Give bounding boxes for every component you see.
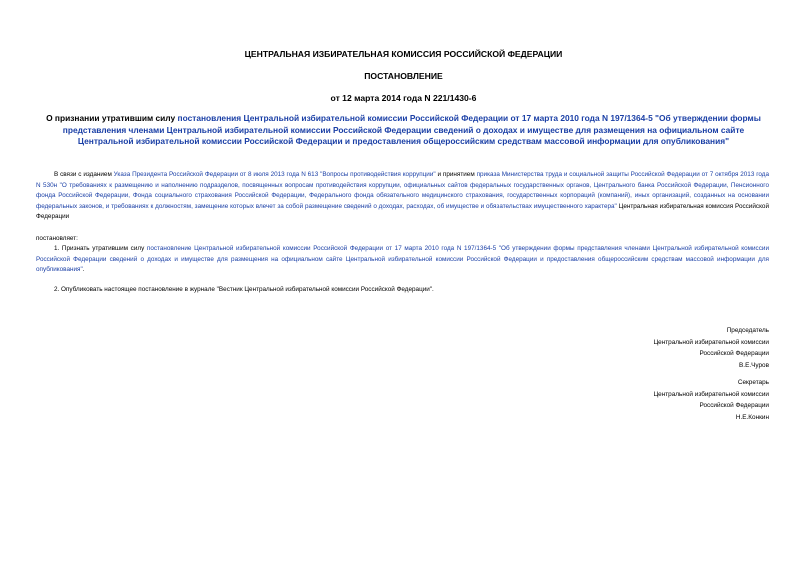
secretary-org-line-1: Центральной избирательной комиссии	[653, 390, 769, 398]
repealed-resolution-link[interactable]: постановление Центральной избирательной комиссии Российской Федерации от 17 марта 2010 года N 197/1364-5 "Об утверждении формы представления членами Центральной избирательной комиссии Российской Федерации сведений о доходах и имуществе для размещения на официальном сайте Центральной избирательной комиссии Российской Федерации и предоставления общероссийским средствам массовой информации для опубликования"	[36, 245, 769, 274]
title-prefix: О признании утратившим силу	[46, 113, 178, 123]
secretary-name: Н.Е.Конкин	[735, 413, 769, 421]
chair-title: Председатель	[726, 327, 769, 334]
secretary-title: Секретарь	[737, 379, 769, 386]
preamble-text-3: Центральная избирательная комиссия Российской Федерации	[36, 202, 769, 221]
secretary-signature	[549, 377, 769, 423]
document-title	[36, 113, 771, 148]
resolves-label: постановляет:	[36, 235, 78, 242]
chair-name: В.Е.Чуров	[739, 361, 769, 369]
commission-heading: ЦЕНТРАЛЬНАЯ ИЗБИРАТЕЛЬНАЯ КОМИССИЯ РОССИЙСКОЙ ФЕДЕРАЦИИ	[244, 49, 563, 59]
secretary-org-line-2: Российской Федерации	[699, 402, 769, 409]
item-1-paragraph	[36, 244, 769, 276]
chair-signature	[549, 325, 769, 371]
presidential-decree-link[interactable]: Указа Президента Российской Федерации от 8 июля 2013 года N 613 "Вопросы противодействия коррупции"	[113, 171, 436, 178]
ministry-order-link[interactable]: приказа Министерства труда и социальной защиты Российской Федерации от 7 октября 2013 года N 530н "О требованиях к размещению и наполнению подразделов, посвященных вопросам противодействия коррупции, официальных сайтов федеральных государственных органов, Центрального банка Российской Федерации, Пенсионного фонда Российской Федерации, Фонда социального страхования Российской Федерации, Федерального фонда обязательного медицинского страхования, государственных корпораций (компаний), иных организаций, созданных на основании федеральных законов, и требованиях к должностям, замещение которых влечет за собой размещение сведений о доходах, расходах, об имуществе и обязательствах имущественного характера"	[36, 171, 769, 210]
item-2-paragraph: 2. Опубликовать настоящее постановление в журнале "Вестник Центральной избирательной комиссии Российской Федерации".	[54, 286, 434, 293]
item-1-suffix: .	[82, 266, 85, 274]
preamble-text-2: и принятием	[435, 171, 477, 178]
item-1-prefix: 1. Признать утратившим силу	[54, 245, 147, 252]
title-link[interactable]: постановления Центральной избирательной комиссии Российской Федерации от 17 марта 2010 года N 197/1364-5 "Об утверждении формы представления членами Центральной избирательной комиссии Российской Федерации сведений о доходах и имуществе для размещения на официальном сайте Центральной избирательной комиссии Российской Федерации и предоставления общероссийским средствам массовой информации для опубликования"	[62, 113, 761, 146]
document-type: ПОСТАНОВЛЕНИЕ	[364, 71, 443, 81]
chair-org-line-2: Российской Федерации	[699, 350, 769, 357]
date-number: от 12 марта 2014 года N 221/1430-6	[330, 93, 477, 103]
chair-org-line-1: Центральной избирательной комиссии	[653, 338, 769, 346]
preamble-paragraph	[36, 170, 769, 223]
preamble-text-1: В связи с изданием	[54, 171, 114, 178]
